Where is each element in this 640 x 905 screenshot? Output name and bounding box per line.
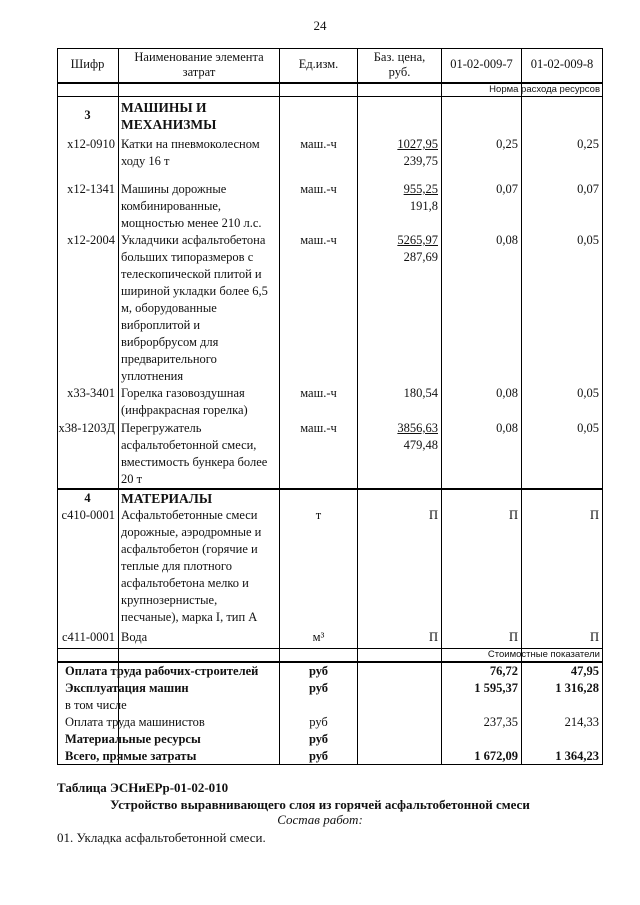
- total-value-1: 76,72: [489, 664, 518, 678]
- total-label: Оплата труда рабочих-строителей: [65, 664, 259, 678]
- resource-price-wage: 479,48: [403, 438, 438, 452]
- table-border-left: [57, 48, 58, 765]
- resource-code: х33-3401: [67, 386, 115, 400]
- resource-name: ходу 16 т: [121, 154, 170, 168]
- resource-price: 1027,95: [397, 137, 438, 151]
- resource-code: х12-2004: [67, 233, 115, 247]
- total-unit: руб: [308, 732, 329, 746]
- resource-name: телескопической плитой и: [121, 267, 262, 281]
- header-name: [119, 50, 279, 80]
- section-number: 3: [84, 108, 91, 122]
- resource-name: асфальтобетон (горячие и: [121, 542, 258, 556]
- cost-label: Стоимостные показатели: [487, 649, 600, 660]
- total-label: Всего, прямые затраты: [65, 749, 197, 763]
- resource-unit: т: [315, 508, 322, 522]
- resource-code: х12-1341: [67, 182, 115, 196]
- total-value-2: 214,33: [564, 715, 599, 729]
- resource-norm-1: П: [508, 630, 518, 644]
- header-price-line: руб.: [388, 65, 411, 79]
- works-heading: Состав работ:: [277, 812, 363, 827]
- resource-name: больших типоразмеров с: [121, 250, 254, 264]
- resource-unit: маш.-ч: [300, 182, 337, 196]
- header-code: Шифр: [70, 57, 105, 71]
- table-border-top: [57, 48, 603, 49]
- total-value-2: 47,95: [570, 664, 599, 678]
- resource-name: Перегружатель: [121, 421, 202, 435]
- table-col-divider: [118, 48, 119, 765]
- total-value-1: 237,35: [483, 715, 518, 729]
- table-subtitle: Устройство выравнивающего слоя из горячей асфальтобетонной смеси: [110, 797, 530, 812]
- resource-norm-1: 0,07: [496, 182, 518, 196]
- header-price: [358, 50, 441, 80]
- resource-norm-1: 0,25: [496, 137, 518, 151]
- resource-name: шириной укладки более 6,5: [121, 284, 268, 298]
- resource-name: Машины дорожные: [121, 182, 227, 196]
- resource-code: с411-0001: [62, 630, 115, 644]
- total-label: Материальные ресурсы: [65, 732, 201, 746]
- resource-norm-1: 0,08: [496, 233, 518, 247]
- total-unit: руб: [308, 749, 329, 763]
- resource-code: х38-1203Д: [58, 421, 115, 435]
- resource-name: виброрбрусом для: [121, 335, 219, 349]
- resource-name: Горелка газовоздушная: [121, 386, 245, 400]
- resource-name: дорожные, аэродромные и: [121, 525, 262, 539]
- resource-name: Катки на пневмоколесном: [121, 137, 260, 151]
- resource-price: 955,25: [403, 182, 438, 196]
- resource-price: 3856,63: [397, 421, 438, 435]
- header-price-line: Баз. цена,: [373, 50, 426, 64]
- resource-price-wage: 287,69: [403, 250, 438, 264]
- total-unit: руб: [309, 715, 328, 729]
- resource-norm-2: 0,05: [577, 386, 599, 400]
- resource-norm-2: 0,07: [577, 182, 599, 196]
- resource-norm-2: 0,05: [577, 421, 599, 435]
- section-title: [121, 99, 216, 133]
- table-title: Таблица ЭСНиЕРр-01-02-010: [57, 780, 229, 795]
- resource-norm-1: 0,08: [496, 386, 518, 400]
- header-col2: 01-02-009-8: [530, 57, 594, 71]
- header-name-line: затрат: [182, 65, 216, 79]
- total-unit: руб: [308, 664, 329, 678]
- total-label: в том числе: [65, 698, 127, 712]
- table-border-right: [602, 48, 603, 765]
- resource-table: [57, 48, 603, 765]
- total-unit: руб: [308, 681, 329, 695]
- resource-name: вместимость бункера более: [121, 455, 268, 469]
- resource-name: виброплитой и: [121, 318, 201, 332]
- total-value-1: 1 672,09: [474, 749, 518, 763]
- works-item: 01. Укладка асфальтобетонной смеси.: [57, 830, 266, 845]
- section-title: МАТЕРИАЛЫ: [121, 491, 213, 506]
- resource-name: Вода: [121, 630, 148, 644]
- resource-price: 180,54: [403, 386, 438, 400]
- resource-name: мощностью менее 210 л.с.: [121, 216, 262, 230]
- resource-price-wage: 239,75: [403, 154, 438, 168]
- total-value-1: 1 595,37: [474, 681, 518, 695]
- section-title-line: МАШИНЫ И: [121, 100, 207, 115]
- resource-name: Асфальтобетонные смеси: [121, 508, 258, 522]
- resource-unit: м³: [312, 630, 325, 644]
- total-value-2: 1 316,28: [555, 681, 599, 695]
- resource-name: асфальтобетонной смеси,: [121, 438, 257, 452]
- resource-price: П: [428, 508, 438, 522]
- resource-name: крупнозернистые,: [121, 593, 218, 607]
- resource-name: теплые для плотного: [121, 559, 232, 573]
- resource-unit: маш.-ч: [300, 421, 337, 435]
- resource-price: 5265,97: [397, 233, 438, 247]
- header-col1: 01-02-009-7: [450, 57, 513, 71]
- table-row-divider: [57, 96, 603, 97]
- resource-norm-1: 0,08: [496, 421, 518, 435]
- total-label: Оплата труда машинистов: [65, 715, 205, 729]
- resource-norm-2: П: [589, 630, 599, 644]
- resource-name: уплотнения: [121, 369, 184, 383]
- page-number: 24: [313, 18, 327, 33]
- resource-name: м, оборудованные: [121, 301, 217, 315]
- resource-norm-1: П: [508, 508, 518, 522]
- section-number: 4: [84, 491, 91, 505]
- resource-norm-2: П: [589, 508, 599, 522]
- resource-name: (инфракрасная горелка): [121, 403, 248, 417]
- total-value-2: 1 364,23: [555, 749, 599, 763]
- resource-price-wage: 191,8: [409, 199, 438, 213]
- resource-name: Укладчики асфальтобетона: [121, 233, 266, 247]
- resource-name: песчаные), марка I, тип А: [121, 610, 258, 624]
- header-name-line: Наименование элемента: [134, 50, 264, 64]
- header-unit: Ед.изм.: [298, 57, 339, 71]
- resource-name: комбинированные,: [121, 199, 222, 213]
- resource-norm-2: 0,05: [577, 233, 599, 247]
- total-label: Эксплуатация машин: [65, 681, 189, 695]
- resource-name: 20 т: [121, 472, 143, 486]
- resource-name: асфальтобетона мелко и: [121, 576, 249, 590]
- table-col-divider: [279, 48, 280, 765]
- resource-name: предварительного: [121, 352, 217, 366]
- resource-unit: маш.-ч: [300, 386, 337, 400]
- resource-unit: маш.-ч: [300, 137, 337, 151]
- section-title-line: МЕХАНИЗМЫ: [121, 117, 217, 132]
- resource-price: П: [428, 630, 438, 644]
- resource-unit: маш.-ч: [300, 233, 337, 247]
- resource-norm-2: 0,25: [577, 137, 599, 151]
- norm-label: Норма расхода ресурсов: [489, 84, 600, 95]
- resource-code: с410-0001: [61, 508, 115, 522]
- resource-code: х12-0910: [67, 137, 115, 151]
